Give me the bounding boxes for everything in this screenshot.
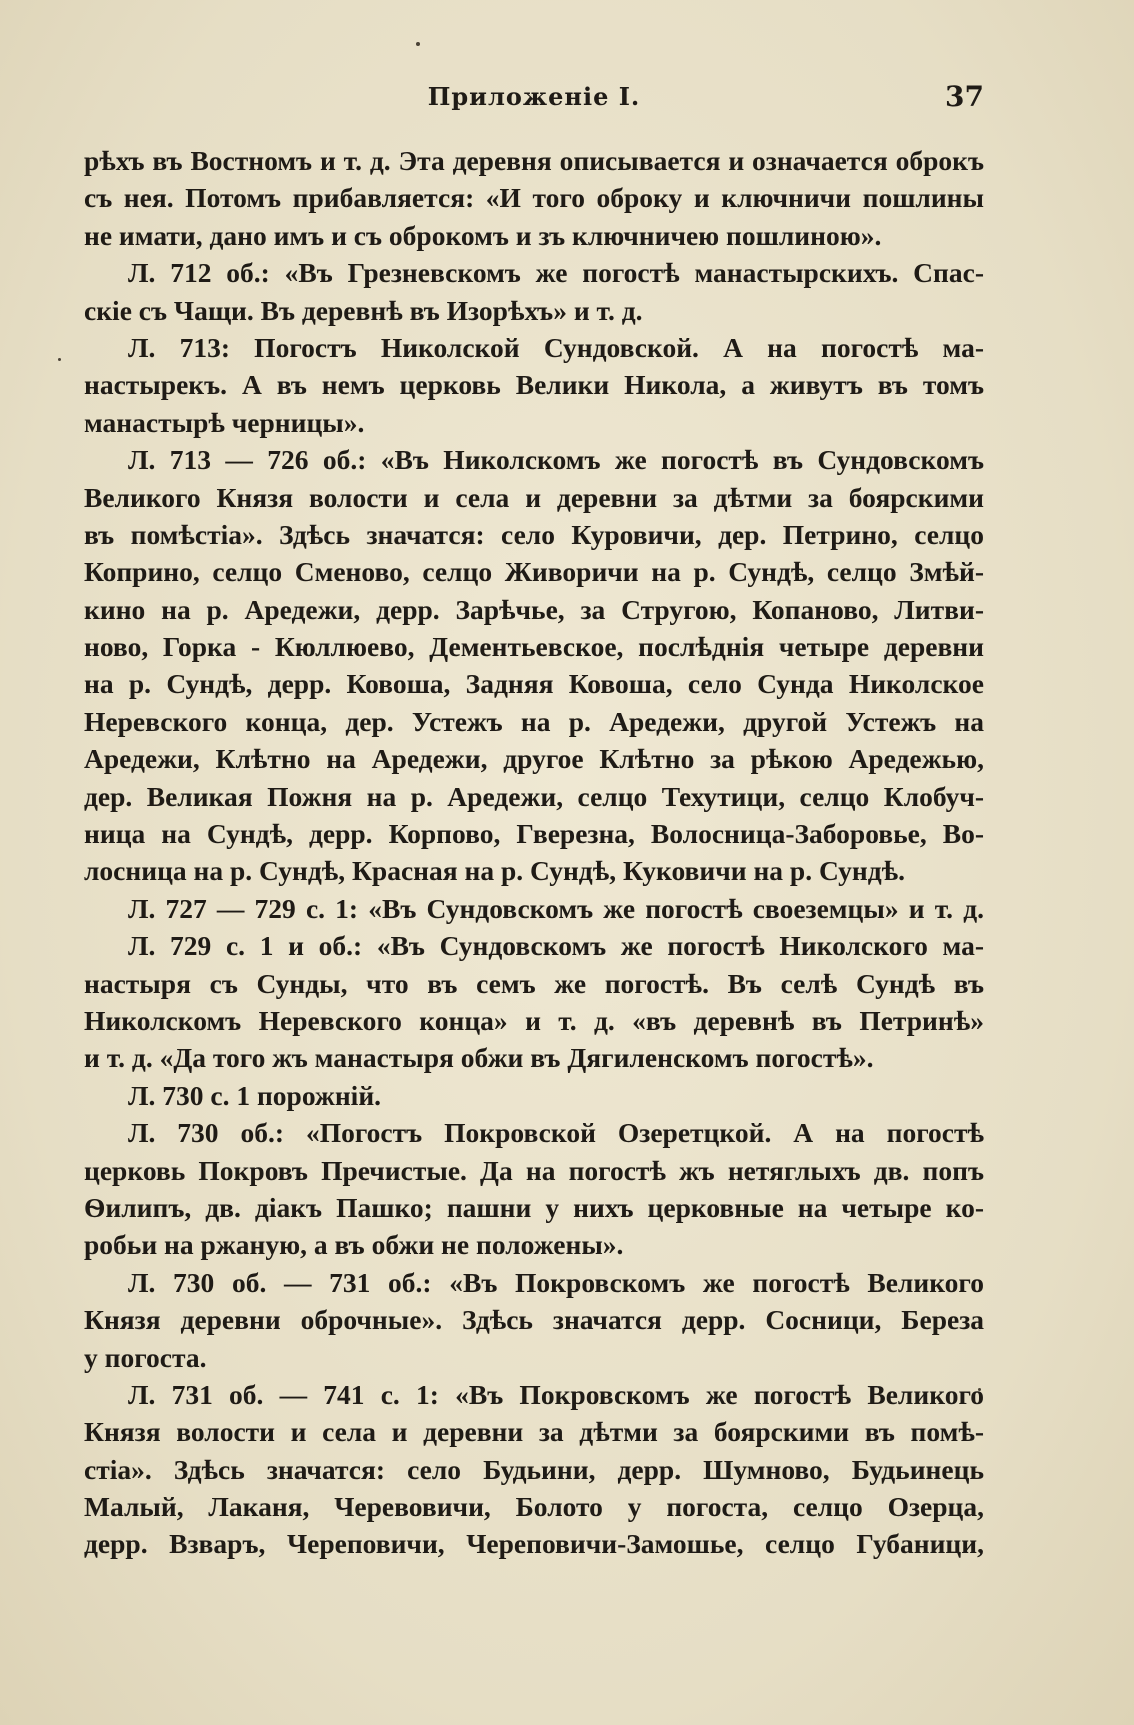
text-line: на р. Сундѣ, дерр. Ковоша, Задняя Ковоша, село Сунда Николское <box>84 668 984 700</box>
ink-speck <box>416 42 420 46</box>
text-line: не имати, дано имъ и съ оброкомъ и зъ ключничею пошлиною». <box>84 219 882 251</box>
text-line: Л. 713: Погостъ Николской Сундовской. А на погостѣ ма- <box>128 331 984 363</box>
text-line: рѣхъ въ Востномъ и т. д. Эта деревня описывается и означается оброкъ <box>84 145 984 176</box>
text-line: кино на р. Аредежи, дерр. Зарѣчье, за Стругою, Копаново, Литви- <box>84 593 984 625</box>
text-line: Л. 729 с. 1 и об.: «Въ Сундовскомъ же погостѣ Николского ма- <box>128 930 984 962</box>
text-line: дерр. Взваръ, Череповичи, Череповичи-Замошье, селцо Губаници, <box>84 1528 984 1560</box>
ink-speck <box>58 358 61 361</box>
text-line: у погоста. <box>84 1341 207 1373</box>
text-line: Л. 730 об.: «Погостъ Покровской Озеретцкой. А на погостѣ <box>128 1117 984 1149</box>
text-line: Л. 713 — 726 об.: «Въ Николскомъ же погостѣ въ Сундовскомъ <box>128 444 984 476</box>
text-line: дер. Великая Пожня на р. Аредежи, селцо Техутици, селцо Клобуч- <box>84 780 984 812</box>
text-line: настырекъ. А въ немъ церковь Велики Никола, а живутъ въ томъ <box>84 369 984 401</box>
text-line: церковь Покровъ Пречистые. Да на погостѣ жъ нетяглыхъ дв. попъ <box>84 1154 984 1186</box>
text-line: лосница на р. Сундѣ, Красная на р. Сундѣ, Куковичи на р. Сундѣ. <box>84 855 906 887</box>
page-number: 37 <box>945 80 984 113</box>
text-line: Коприно, селцо Сменово, селцо Живоричи на р. Сундѣ, селцо Змѣй- <box>84 556 984 588</box>
running-title: Приложеніе I. <box>427 82 641 111</box>
text-line: Малый, Лаканя, Черевовичи, Болото у погоста, селцо Озерца, <box>84 1491 984 1523</box>
body-text <box>84 142 984 1563</box>
text-line: Неревского конца, дер. Устежъ на р. Аредежи, другой Устежъ на <box>84 705 984 737</box>
page-header <box>84 82 984 122</box>
text-line: Л. 712 об.: «Въ Грезневскомъ же погостѣ манастырскихъ. Спас- <box>128 257 984 289</box>
text-line: стіа». Здѣсь значатся: село Будьини, дерр. Шумново, Будьинець <box>84 1453 984 1485</box>
text-line: настыря съ Сунды, что въ семъ же погостѣ. Въ селѣ Сундѣ въ <box>84 967 984 999</box>
text-line: Князя деревни оброчные». Здѣсь значатся дерр. Сосници, Береза <box>84 1304 984 1336</box>
text-line: Л. 727 — 729 с. 1: «Въ Сундовскомъ же погостѣ своеземцы» и т. д. <box>128 892 984 924</box>
text-line: скіе съ Чащи. Въ деревнѣ въ Изорѣхъ» и т. д. <box>84 294 643 326</box>
text-line: робьи на ржаную, а въ обжи не положены». <box>84 1229 624 1261</box>
text-line: Николскомъ Неревского конца» и т. д. «въ деревнѣ въ Петринѣ» <box>84 1004 984 1036</box>
text-line: Аредежи, Клѣтно на Аредежи, другое Клѣтно за рѣкою Аредежью, <box>84 743 984 775</box>
text-line: Великого Князя волости и села и деревни за дѣтми за боярскими <box>84 481 984 513</box>
text-line: Л. 730 об. — 731 об.: «Въ Покровскомъ же погостѣ Великого <box>128 1266 984 1298</box>
text-line: ново, Горка - Кюллюево, Дементьевское, послѣднія четыре деревни <box>84 631 984 663</box>
text-line: и т. д. «Да того жъ манастыря обжи въ Дягиленскомъ погостѣ». <box>84 1042 874 1074</box>
text-line: Л. 730 с. 1 порожній. <box>128 1079 382 1111</box>
text-line: манастырѣ черницы». <box>84 406 365 438</box>
text-line: съ нея. Потомъ прибавляется: «И того оброку и ключничи пошлины <box>84 182 984 214</box>
text-line: ница на Сундѣ, дерр. Корпово, Гверезна, Волосница-Заборовье, Во- <box>84 818 984 850</box>
text-line: въ помѣстіа». Здѣсь значатся: село Куровичи, дер. Петрино, селцо <box>84 518 984 550</box>
text-line: Князя волости и села и деревни за дѣтми за боярскими въ помѣ- <box>84 1416 984 1448</box>
text-line: Ѳилипъ, дв. діакъ Пашко; пашни у нихъ церковные на четыре ко- <box>84 1191 984 1223</box>
text-line: Л. 731 об. — 741 с. 1: «Въ Покровскомъ же погостѣ Великого <box>128 1378 984 1410</box>
